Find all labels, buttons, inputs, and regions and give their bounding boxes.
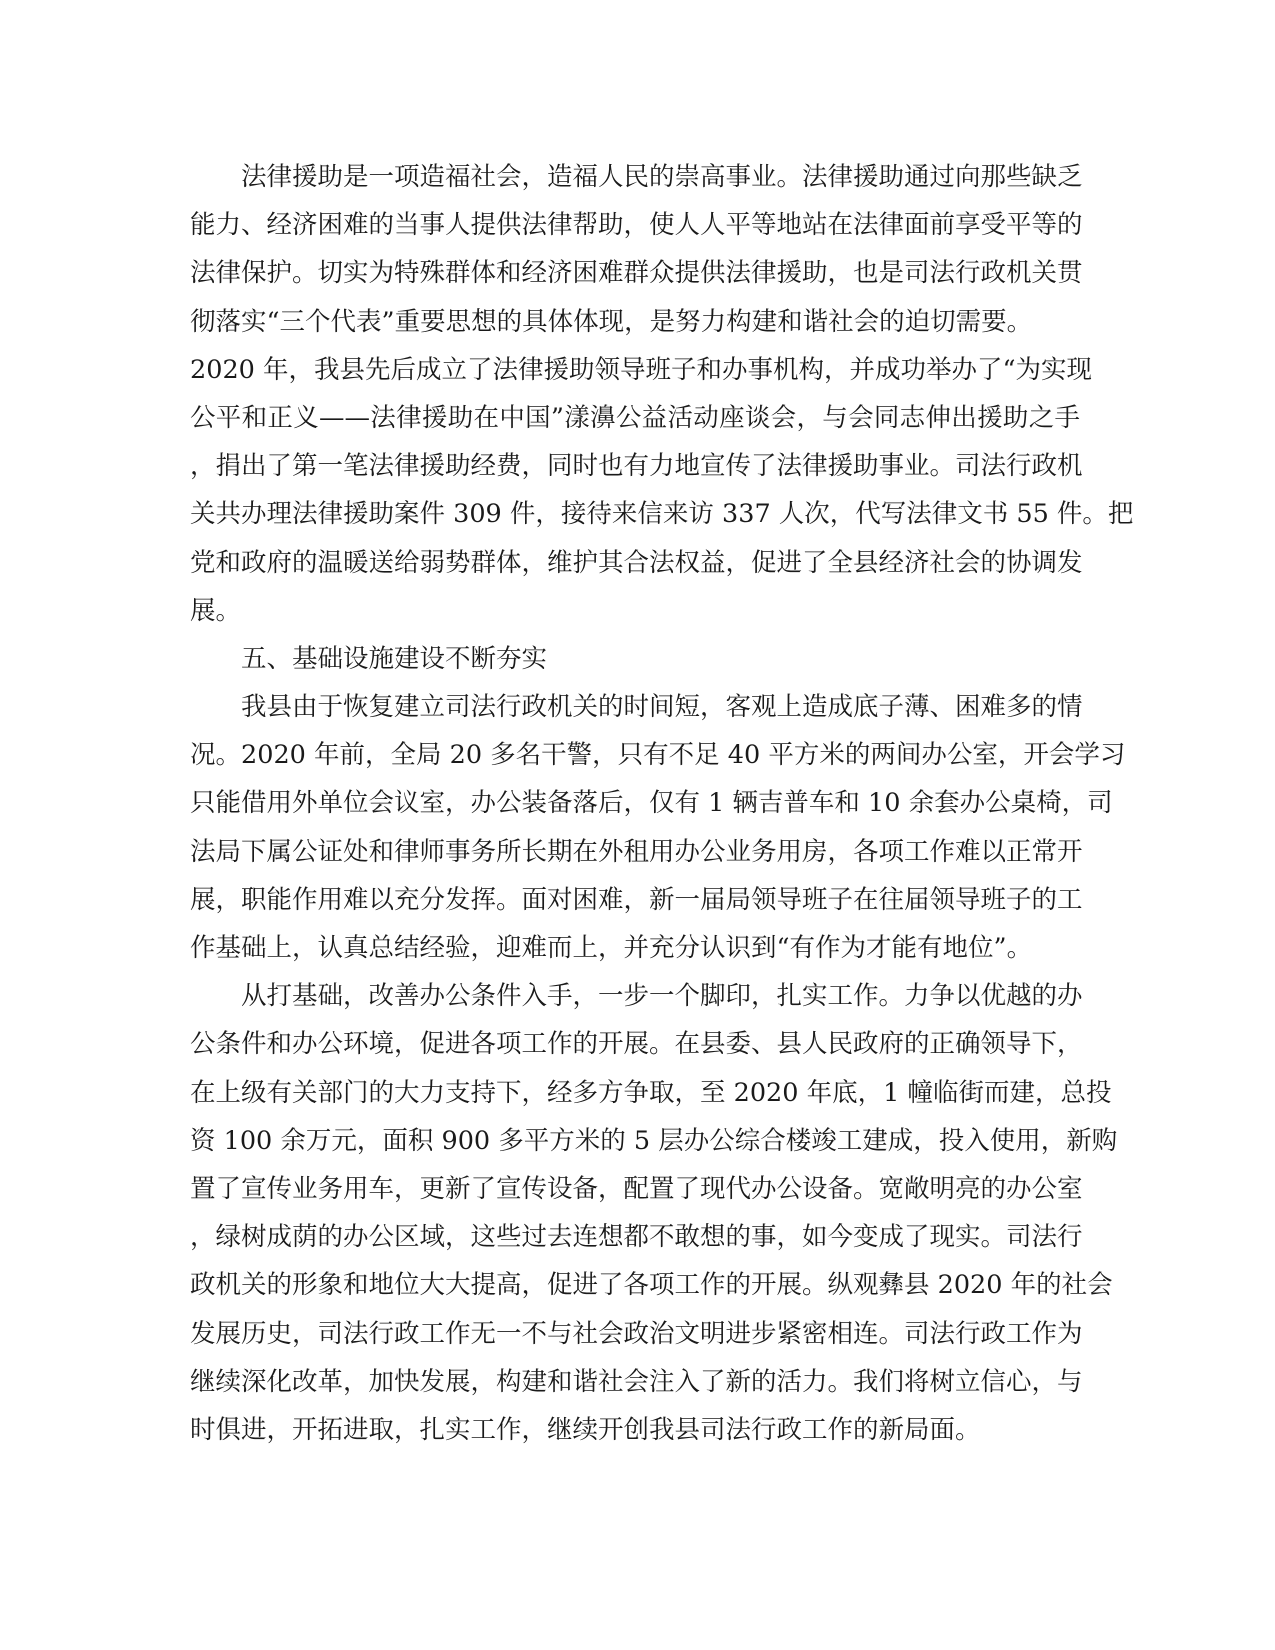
text-line: 发展历史，司法行政工作无一不与社会政治文明进步紧密相连。司法行政工作为 — [190, 1318, 1083, 1349]
section-heading: 五、基础设施建设不断夯实 — [241, 643, 548, 674]
text-line: 作基础上，认真总结经验，迎难而上，并充分认识到“有作为才能有地位”。 — [190, 933, 1033, 963]
text-line: 能力、经济困难的当事人提供法律帮助，使人人平等地站在法律面前享受平等的 — [190, 210, 1083, 241]
text-line: 公条件和办公环境，促进各项工作的开展。在县委、县人民政府的正确领导下， — [190, 1029, 1083, 1060]
text-line: 政机关的形象和地位大大提高，促进了各项工作的开展。纵观彝县 2020 年的社会 — [190, 1270, 1113, 1301]
text-line: 况。2020 年前，全局 20 多名干警，只有不足 40 平方米的两间办公室，开会学习 — [190, 740, 1126, 771]
text-line: ，捐出了第一笔法律援助经费，同时也有力地宣传了法律援助事业。司法行政机 — [190, 451, 1083, 482]
text-line: ，绿树成荫的办公区域，这些过去连想都不敢想的事，如今变成了现实。司法行 — [190, 1222, 1083, 1253]
text-line: 法律保护。切实为特殊群体和经济困难群众提供法律援助，也是司法行政机关贯 — [190, 258, 1083, 289]
text-line: 法律援助是一项造福社会，造福人民的崇高事业。法律援助通过向那些缺乏 — [241, 162, 1083, 192]
text-line: 置了宣传业务用车，更新了宣传设备，配置了现代办公设备。宽敞明亮的办公室 — [190, 1173, 1083, 1204]
text-line: 时俱进，开拓进取，扎实工作，继续开创我县司法行政工作的新局面。 — [190, 1414, 981, 1445]
text-line: 展，职能作用难以充分发挥。面对困难，新一届局领导班子在往届领导班子的工 — [190, 884, 1083, 915]
text-line: 资 100 余万元，面积 900 多平方米的 5 层办公综合楼竣工建成，投入使用，新购 — [190, 1125, 1118, 1156]
text-line: 从打基础，改善办公条件入手，一步一个脚印，扎实工作。力争以优越的办 — [241, 981, 1083, 1012]
text-line: 只能借用外单位会议室，办公装备落后，仅有 1 辆吉普车和 10 余套办公桌椅，司 — [190, 788, 1113, 819]
text-line: 关共办理法律援助案件 309 件，接待来信来访 337 人次，代写法律文书 55 件。把 — [190, 499, 1134, 530]
text-line: 党和政府的温暖送给弱势群体，维护其合法权益，促进了全县经济社会的协调发 — [190, 547, 1083, 578]
text-line: 展。 — [190, 595, 242, 626]
text-line: 继续深化改革，加快发展，构建和谐社会注入了新的活力。我们将树立信心，与 — [190, 1366, 1083, 1397]
document-body — [190, 153, 1134, 1454]
text-line: 法局下属公证处和律师事务所长期在外租用办公业务用房，各项工作难以正常开 — [190, 836, 1083, 867]
text-line: 2020 年，我县先后成立了法律援助领导班子和办事机构，并成功举办了“为实现 — [190, 354, 1093, 385]
text-line: 公平和正义——法律援助在中国”漾濞公益活动座谈会，与会同志伸出援助之手 — [190, 402, 1080, 433]
text-line: 彻落实“三个代表”重要思想的具体体现，是努力构建和谐社会的迫切需要。 — [190, 306, 1033, 337]
text-line: 在上级有关部门的大力支持下，经多方争取，至 2020 年底，1 幢临街而建，总投 — [190, 1077, 1112, 1108]
text-line: 我县由于恢复建立司法行政机关的时间短，客观上造成底子薄、困难多的情 — [241, 692, 1083, 723]
